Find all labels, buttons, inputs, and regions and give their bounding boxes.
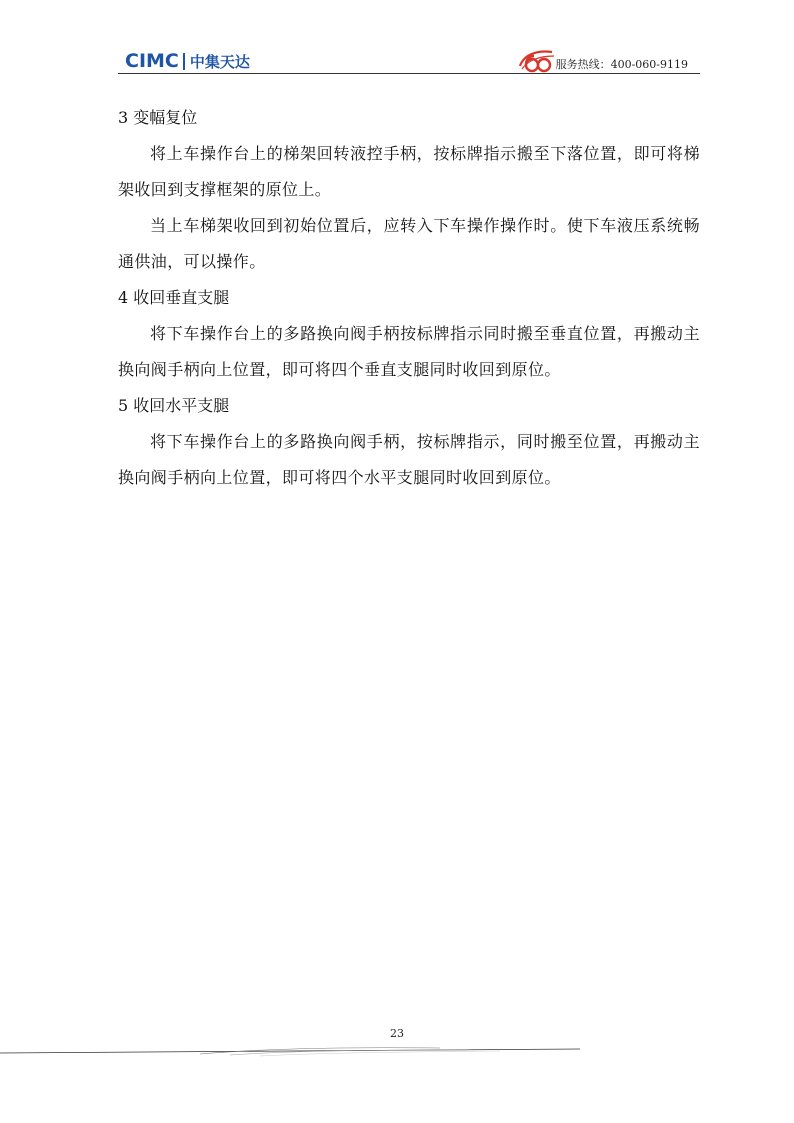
logo-separator bbox=[183, 53, 185, 70]
paragraph: 将下车操作台上的多路换向阀手柄按标牌指示同时搬至垂直位置，再搬动主换向阀手柄向上位置，即可将四个垂直支腿同时收回到原位。 bbox=[118, 324, 700, 379]
section-title: 4 收回垂直支腿 bbox=[118, 288, 230, 307]
logo-text-cn: 中集天达 bbox=[189, 52, 250, 71]
page-header bbox=[118, 42, 700, 74]
header-divider bbox=[118, 73, 700, 74]
section-title: 5 收回水平支腿 bbox=[118, 396, 230, 415]
section-retract-vertical-outriggers bbox=[118, 280, 700, 388]
service-hotline bbox=[516, 56, 688, 72]
paragraph: 将上车操作台上的梯架回转液控手柄，按标牌指示搬至下落位置，即可将梯架收回到支撑框架的原位上。 bbox=[118, 144, 700, 199]
page-number: 23 bbox=[390, 1027, 404, 1040]
document-body bbox=[118, 100, 700, 496]
footer-decorative-line bbox=[0, 1043, 600, 1057]
paragraph: 当上车梯架收回到初始位置后，应转入下车操作操作时。使下车液压系统畅通供油，可以操作。 bbox=[118, 216, 700, 271]
section-retract-horizontal-outriggers bbox=[118, 388, 700, 496]
hotline-number: 400-060-9119 bbox=[610, 57, 688, 71]
hotline-label: 服务热线： bbox=[555, 58, 611, 71]
anniversary-60-icon bbox=[516, 48, 556, 74]
logo-text-en: CIMC bbox=[125, 50, 179, 72]
section-title: 3 变幅复位 bbox=[118, 108, 198, 127]
section-luffing-reset bbox=[118, 100, 700, 280]
paragraph: 将下车操作台上的多路换向阀手柄，按标牌指示，同时搬至位置，再搬动主换向阀手柄向上位置，即可将四个水平支腿同时收回到原位。 bbox=[118, 432, 700, 487]
cimc-logo bbox=[125, 50, 250, 72]
